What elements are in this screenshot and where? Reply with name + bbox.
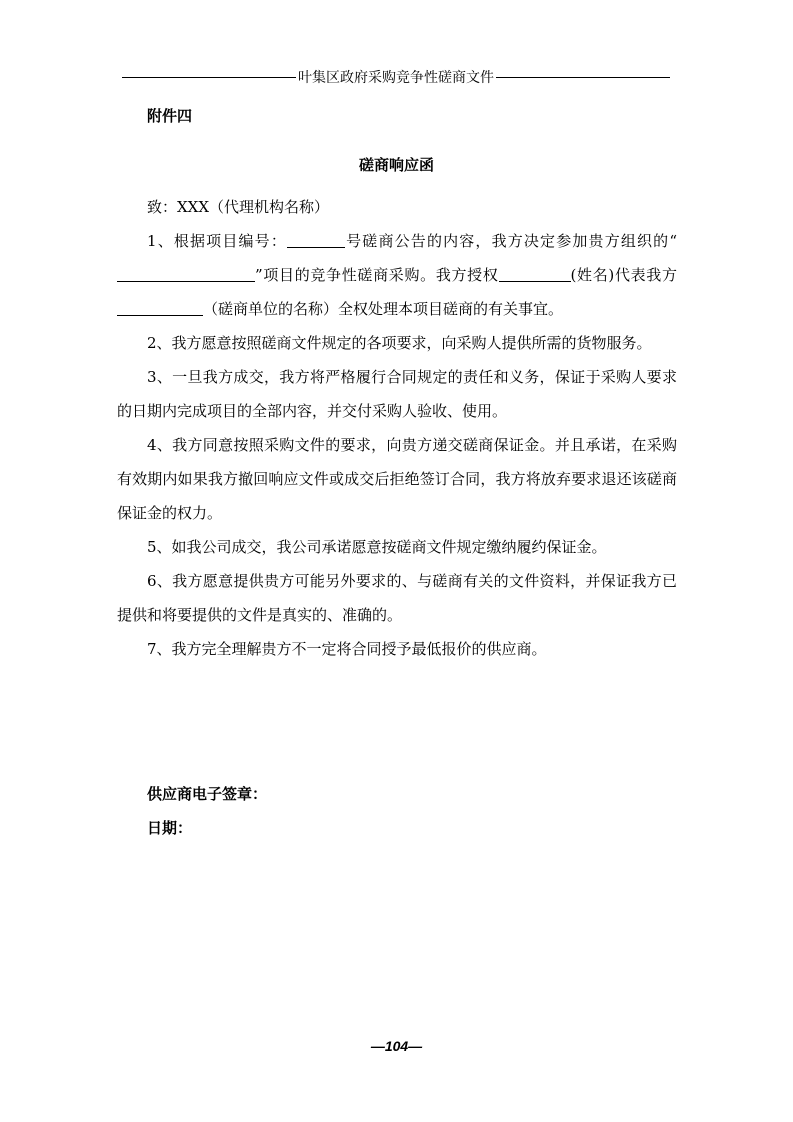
paragraph-1-text-d: (姓名)代表我方 (570, 266, 677, 284)
paragraph-1-text-c: ”项目的竞争性磋商采购。我方授权 (255, 266, 499, 284)
page-header (122, 66, 670, 88)
paragraph-1-text-b: 号磋商公告的内容，我方决定参加贵方组织的“ (344, 232, 678, 250)
date-label: 日期： (147, 819, 193, 837)
header-title: 叶集区政府采购竞争性磋商文件 (298, 70, 494, 86)
header-rule-right (496, 77, 670, 78)
paragraph-2: 2、我方愿意按照磋商文件规定的各项要求，向采购人提供所需的货物服务。 (147, 334, 652, 352)
paragraph-6: 6、我方愿意提供贵方可能另外要求的、与磋商有关的文件资料，并保证我方已提供和将要提供的文件是真实的、准确的。 (117, 572, 677, 624)
paragraph-3: 3、一旦我方成交，我方将严格履行合同规定的责任和义务，保证于采购人要求的日期内完成项目的全部内容，并交付采购人验收、使用。 (117, 368, 677, 420)
paragraph-4: 4、我方同意按照采购文件的要求，向贵方递交磋商保证金。并且承诺，在采购有效期内如果我方撤回响应文件或成交后拒绝签订合同，我方将放弃要求退还该磋商保证金的权力。 (117, 436, 677, 522)
page-number: —104— (370, 1038, 423, 1054)
header-rule-left (122, 77, 296, 78)
project-number-blank (287, 229, 345, 248)
paragraph-1-text-a: 1、根据项目编号： (147, 232, 287, 250)
paragraph-5: 5、如我公司成交，我公司承诺愿意按磋商文件规定缴纳履约保证金。 (147, 538, 607, 556)
supplier-signature-label: 供应商电子签章： (147, 785, 268, 803)
annex-label: 附件四 (147, 107, 193, 125)
paragraph-1-text-e: （磋商单位的名称）全权处理本项目磋商的有关事宜。 (203, 300, 564, 318)
project-name-blank (117, 263, 255, 282)
document-title: 磋商响应函 (358, 156, 434, 174)
bidder-name-blank (117, 297, 203, 316)
paragraph-7: 7、我方完全理解贵方不一定将合同授予最低报价的供应商。 (147, 640, 547, 658)
paragraph-1 (117, 224, 677, 326)
authorized-name-blank (499, 263, 571, 282)
letter-body (117, 190, 677, 666)
salutation: 致：XXX（代理机构名称） (147, 198, 330, 216)
